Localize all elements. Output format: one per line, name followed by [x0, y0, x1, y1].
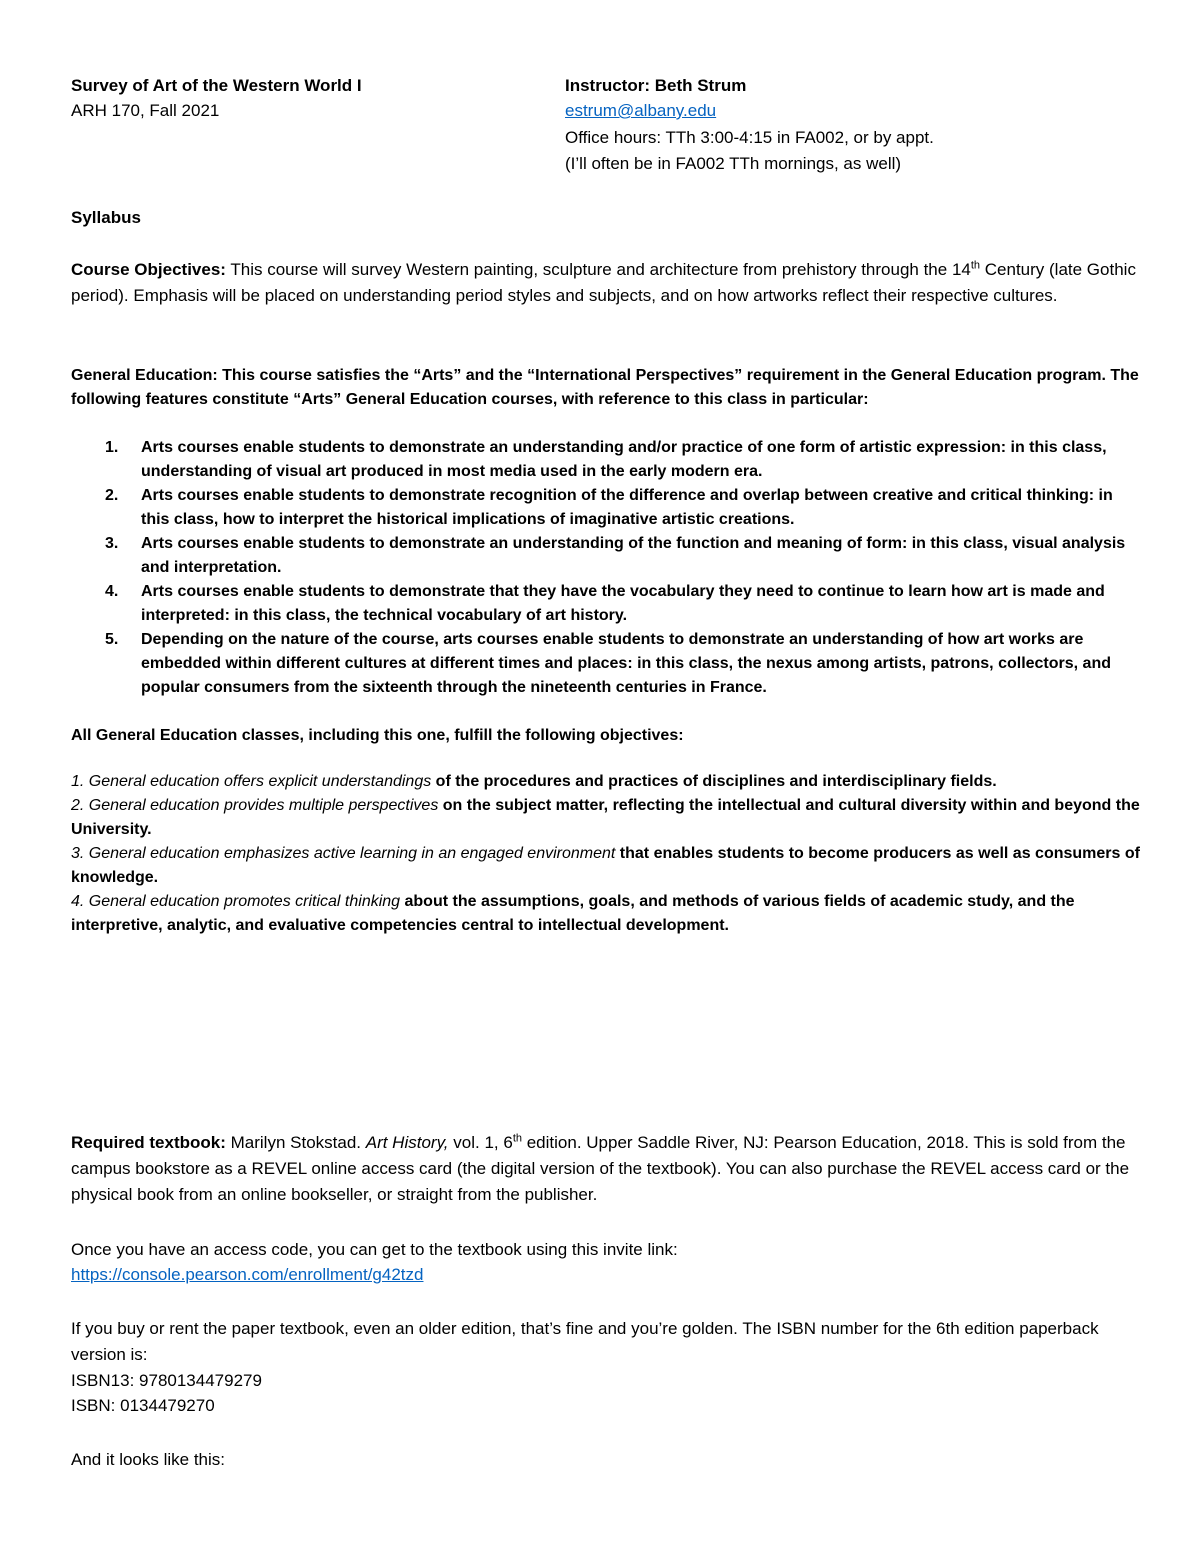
list-item	[71, 484, 1141, 532]
textbook-label: Required textbook:	[71, 1133, 226, 1152]
course-objectives-label: Course Objectives:	[71, 260, 226, 279]
paper-textbook-text: If you buy or rent the paper textbook, even an older edition, that’s fine and you’re golden. The ISBN number for the 6th edition paperback version is:	[71, 1319, 1099, 1364]
course-objectives-text-cont: Century (late Gothic period). Emphasis will be placed on understanding period styles and subjects, and on how artworks reflect their respective cultures.	[71, 260, 1136, 305]
list-item	[71, 580, 1141, 628]
objective-text: about the assumptions, goals, and methods of various fields of academic study, and the interpretive, analytic, and evaluative competencies central to intellectual development.	[71, 893, 1075, 934]
gen-ed-objectives	[71, 770, 1141, 938]
objective-italic: 4. General education promotes critical thinking	[71, 893, 401, 910]
objective-item	[71, 842, 1141, 890]
list-number: 2.	[105, 487, 119, 504]
objective-italic: 2. General education provides multiple perspectives	[71, 797, 439, 814]
textbook-title: Art History,	[365, 1133, 449, 1152]
list-item	[71, 628, 1141, 700]
office-hours-note: (I’ll often be in FA002 TTh mornings, as well)	[565, 154, 902, 173]
objective-text: of the procedures and practices of disciplines and interdisciplinary fields.	[431, 773, 997, 790]
all-gen-ed-heading: All General Education classes, including this one, fulfill the following objectives:	[71, 727, 684, 744]
list-number: 4.	[105, 583, 119, 600]
required-textbook	[71, 1130, 1141, 1208]
list-item-text: Arts courses enable students to demonstrate an understanding and/or practice of one form of artistic expression: in this class, understanding of visual art produced in most media used in the early modern era.	[141, 439, 1107, 480]
textbook-volume: vol. 1, 6	[448, 1133, 513, 1152]
list-number: 3.	[105, 535, 119, 552]
list-number: 5.	[105, 631, 119, 648]
course-code: ARH 170, Fall 2021	[71, 101, 220, 120]
list-item-text: Arts courses enable students to demonstrate recognition of the difference and overlap between creative and critical thinking: in this class, how to interpret the historical implications of imaginative artistic creations.	[141, 487, 1113, 528]
objective-italic: 3. General education emphasizes active learning in an engaged environment	[71, 845, 616, 862]
office-hours: Office hours: TTh 3:00-4:15 in FA002, or by appt.	[565, 128, 934, 147]
superscript: th	[512, 1132, 522, 1145]
list-item	[71, 436, 1141, 484]
objective-text: that enables students to become producers as well as consumers of knowledge.	[71, 845, 1140, 886]
textbook-author: Marilyn Stokstad.	[225, 1133, 366, 1152]
list-item-text: Arts courses enable students to demonstrate that they have the vocabulary they need to continue to learn how art is made and interpreted: in this class, the technical vocabulary of art history.	[141, 583, 1105, 624]
instructor-name: Instructor: Beth Strum	[565, 76, 747, 95]
course-objectives-text: This course will survey Western painting, sculpture and architecture from prehistory through the 14	[225, 260, 971, 279]
list-item	[71, 532, 1141, 580]
syllabus-heading: Syllabus	[71, 208, 141, 227]
closing-text: And it looks like this:	[71, 1450, 226, 1469]
list-item-text: Depending on the nature of the course, arts courses enable students to demonstrate an understanding of how art works are embedded within different cultures at different times and places: in this class, the nexus among artists, patrons, collectors, and popular consumers from the sixteenth through the nineteenth centuries in France.	[141, 631, 1111, 696]
textbook-details: edition. Upper Saddle River, NJ: Pearson Education, 2018. This is sold from the campus bookstore as a REVEL online access card (the digital version of the textbook). You can also purchase the REVEL access card or the physical book from an online bookseller, or straight from the publisher.	[71, 1133, 1130, 1204]
invite-link[interactable]: https://console.pearson.com/enrollment/g42tzd	[71, 1265, 424, 1284]
isbn: ISBN: 0134479270	[71, 1396, 215, 1415]
objective-item	[71, 890, 1141, 938]
list-item-text: Arts courses enable students to demonstrate an understanding of the function and meaning of form: in this class, visual analysis and interpretation.	[141, 535, 1126, 576]
arts-features-list	[71, 436, 1141, 700]
course-objectives	[71, 257, 1141, 309]
general-education-intro: General Education: This course satisfies the “Arts” and the “International Perspectives” requirement in the General Education program. The following features constitute “Arts” General Education courses, with reference to this class in particular:	[71, 367, 1139, 408]
isbn13: ISBN13: 9780134479279	[71, 1371, 262, 1390]
objective-item	[71, 794, 1141, 842]
list-number: 1.	[105, 439, 119, 456]
objective-item	[71, 770, 1141, 794]
instructor-email-link[interactable]: estrum@albany.edu	[565, 101, 717, 120]
superscript: th	[970, 259, 981, 272]
objective-italic: 1. General education offers explicit understandings	[71, 773, 432, 790]
access-code-text: Once you have an access code, you can get to the textbook using this invite link:	[71, 1240, 678, 1259]
objective-text: on the subject matter, reflecting the intellectual and cultural diversity within and beyond the University.	[71, 797, 1140, 838]
course-title: Survey of Art of the Western World I	[71, 76, 362, 95]
